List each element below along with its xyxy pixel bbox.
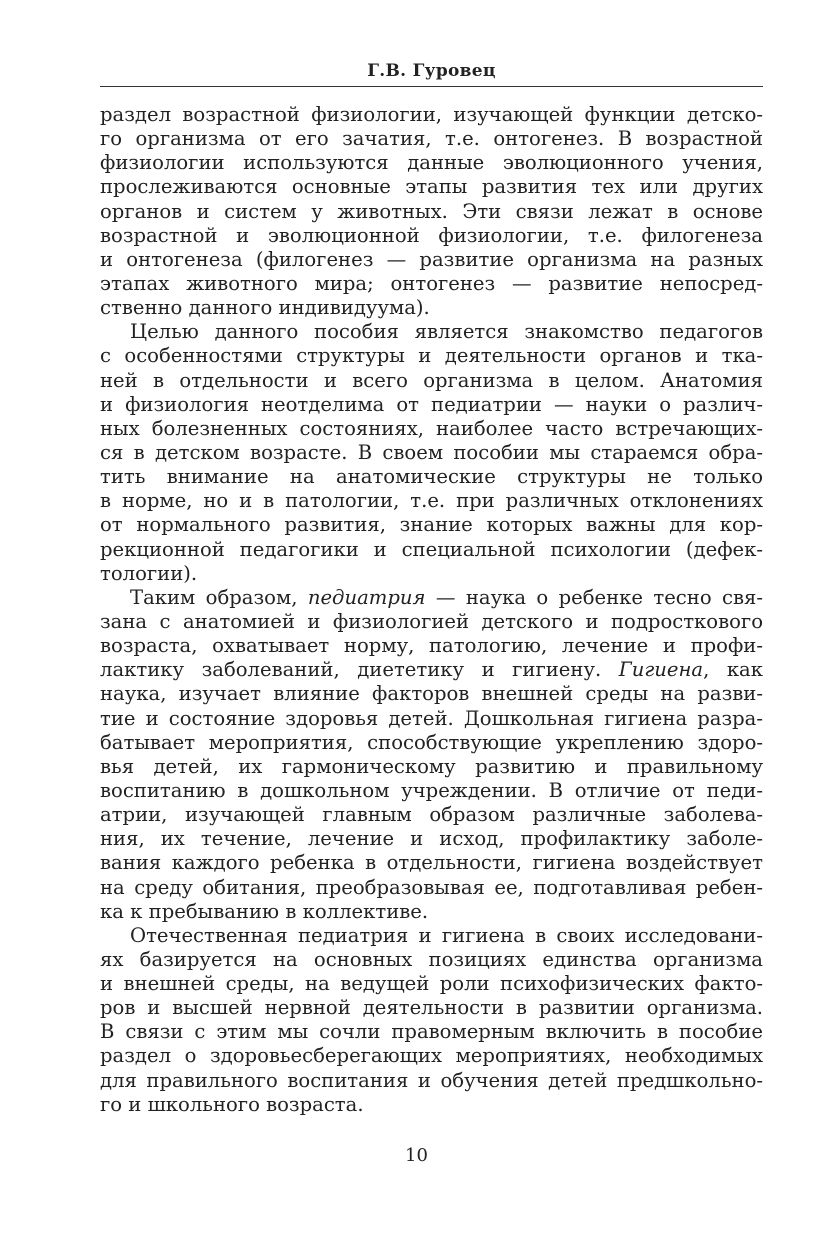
italic-term: Гигиена <box>618 658 704 682</box>
text-segment: и физиология неотделима от педиатрии — науки о различ- <box>100 392 763 416</box>
text-segment: ственно данного индивидуума). <box>100 296 430 320</box>
text-segment: прослеживаются основные этапы развития тех или других <box>100 175 763 199</box>
text-line <box>100 1020 763 1044</box>
text-line <box>100 924 763 948</box>
text-segment: Таким образом, <box>130 585 308 609</box>
text-line <box>100 1093 763 1117</box>
text-line <box>100 224 763 248</box>
text-line <box>100 562 763 586</box>
text-line <box>100 513 763 537</box>
text-segment: и онтогенеза (филогенез — развитие организма на разных <box>100 247 763 271</box>
text-segment: наука, изучает влияние факторов внешней среды на разви- <box>100 682 763 706</box>
text-segment: раздел о здоровьесберегающих мероприятиях, необходимых <box>100 1044 763 1068</box>
text-segment: воспитанию в дошкольном учреждении. В отличие от педи- <box>100 778 763 802</box>
text-segment: Целью данного пособия является знакомство педагогов <box>130 320 763 344</box>
text-line <box>100 827 763 851</box>
text-line <box>100 682 763 706</box>
text-line <box>100 1069 763 1093</box>
text-segment: с особенностями структуры и деятельности органов и тка- <box>100 344 763 368</box>
text-segment: возрастной и эволюционной физиологии, т.е. филогенеза <box>100 223 763 247</box>
text-segment: ней в отдельности и всего организма в целом. Анатомия <box>100 368 763 392</box>
text-line <box>100 417 763 441</box>
text-segment: ся в детском возрасте. В своем пособии мы стараемся обра- <box>100 440 763 464</box>
text-segment: в норме, но и в патологии, т.е. при различных отклонениях <box>100 489 763 513</box>
text-line <box>100 538 763 562</box>
text-segment: тие и состояние здоровья детей. Дошкольная гигиена разра- <box>100 706 763 730</box>
text-segment: зана с анатомией и физиологией детского и подросткового <box>100 609 763 633</box>
text-segment: ях базируется на основных позициях единства организма <box>100 947 763 971</box>
text-segment: тологии). <box>100 561 198 585</box>
text-segment: ров и высшей нервной деятельности в развитии организма. <box>100 996 763 1020</box>
text-line <box>100 755 763 779</box>
text-line <box>100 272 763 296</box>
text-line <box>100 851 763 875</box>
header-author-title: Г.В. Гуровец <box>367 61 496 81</box>
text-segment: , как <box>703 658 763 682</box>
text-segment: физиологии используются данные эволюционного учения, <box>100 151 763 175</box>
text-segment: тить внимание на анатомические структуры не только <box>100 465 763 489</box>
text-segment: го организма от его зачатия, т.е. онтогенез. В возрастной <box>100 127 763 151</box>
text-line <box>100 731 763 755</box>
running-header <box>100 56 763 87</box>
text-line <box>100 369 763 393</box>
text-segment: и внешней среды, на ведущей роли психофизических факто- <box>100 972 763 996</box>
text-line <box>100 948 763 972</box>
text-line <box>100 586 763 610</box>
text-line <box>100 1044 763 1068</box>
text-segment: — наука о ребенке тесно свя- <box>425 585 763 609</box>
text-line <box>100 707 763 731</box>
text-line <box>100 972 763 996</box>
text-segment: В связи с этим мы сочли правомерным включить в пособие <box>100 1020 763 1044</box>
text-segment: батывает мероприятия, способствующие укреплению здоро- <box>100 730 763 754</box>
text-segment: ка к пребыванию в коллективе. <box>100 899 429 923</box>
text-line <box>100 393 763 417</box>
text-line <box>100 344 763 368</box>
text-segment: ния, их течение, лечение и исход, профилактику заболе- <box>100 827 763 851</box>
italic-term: педиатрия <box>307 585 426 609</box>
text-line <box>100 658 763 682</box>
text-segment: от нормального развития, знание которых важны для кор- <box>100 513 763 537</box>
text-segment: лактику заболеваний, диететику и гигиену. <box>100 658 619 682</box>
text-line <box>100 127 763 151</box>
text-line <box>100 876 763 900</box>
text-segment: рекционной педагогики и специальной психологии (дефек- <box>100 537 763 561</box>
text-line <box>100 200 763 224</box>
text-line <box>100 465 763 489</box>
page-number: 10 <box>405 1145 428 1166</box>
text-segment: на среду обитания, преобразовывая ее, подготавливая ребен- <box>100 875 763 899</box>
text-segment: органов и систем у животных. Эти связи лежат в основе <box>100 199 763 223</box>
text-line <box>100 779 763 803</box>
text-segment: раздел возрастной физиологии, изучающей функции детско- <box>100 103 763 126</box>
text-line <box>100 296 763 320</box>
text-segment: вья детей, их гармоническому развитию и правильному <box>100 754 763 778</box>
text-segment: вания каждого ребенка в отдельности, гигиена воздействует <box>100 851 763 875</box>
text-segment: го и школьного возраста. <box>100 1092 364 1116</box>
text-segment: этапах животного мира; онтогенез — развитие непосред- <box>100 271 763 295</box>
text-line <box>100 900 763 924</box>
text-line <box>100 634 763 658</box>
text-line <box>100 803 763 827</box>
text-segment: атрии, изучающей главным образом различные заболева- <box>100 803 763 827</box>
text-segment: возраста, охватывает норму, патологию, лечение и профи- <box>100 634 763 658</box>
text-segment: для правильного воспитания и обучения детей предшкольно- <box>100 1068 763 1092</box>
text-line <box>100 441 763 465</box>
text-segment: Отечественная педиатрия и гигиена в своих исследовани- <box>130 923 763 947</box>
text-line <box>100 103 763 127</box>
text-line <box>100 248 763 272</box>
text-line <box>100 320 763 344</box>
text-line <box>100 996 763 1020</box>
text-line <box>100 175 763 199</box>
text-segment: ных болезненных состояниях, наиболее часто встречающих- <box>100 416 763 440</box>
text-line <box>100 610 763 634</box>
text-line <box>100 151 763 175</box>
text-line <box>100 489 763 513</box>
body-text <box>100 103 763 1117</box>
